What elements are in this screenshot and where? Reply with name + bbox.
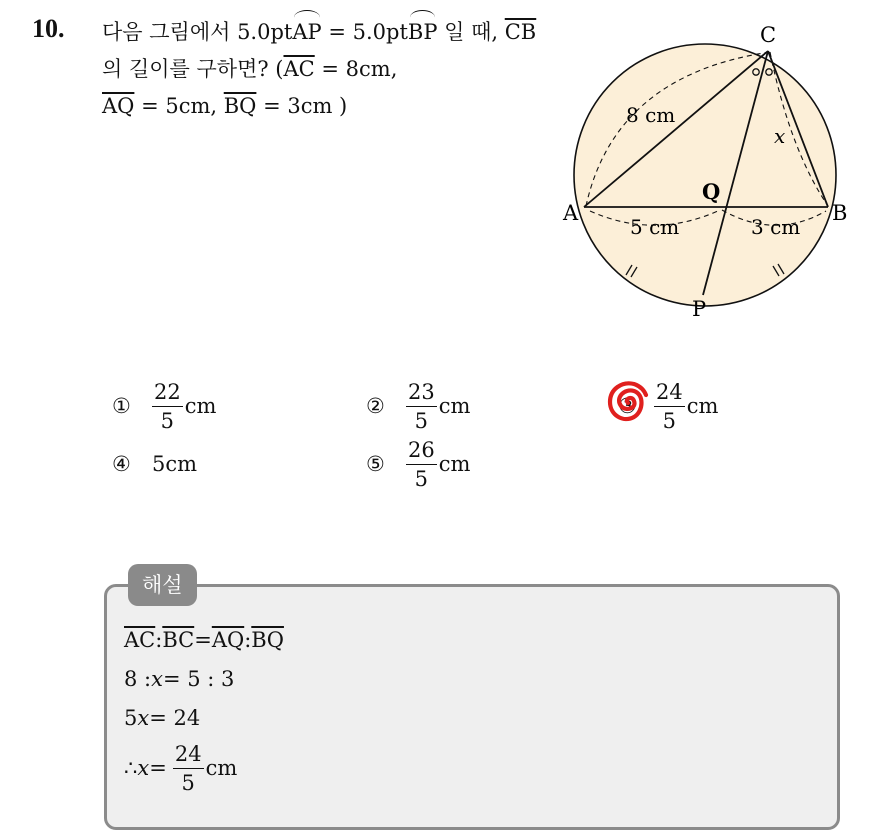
sol-line4-x: x [137, 756, 150, 780]
choice-5-unit: cm [438, 452, 471, 476]
label-aq-length: 5 cm [630, 215, 680, 239]
solution-line-3 [124, 702, 200, 734]
sol-line4-eq: = [149, 756, 167, 780]
sol-line2-b: = 5 : 3 [162, 667, 235, 691]
choice-3[interactable] [618, 374, 718, 438]
sol-line2-x: x [151, 667, 163, 691]
segment-aq: $\overline{AQ}$ [102, 94, 135, 118]
choice-2-unit: cm [438, 394, 471, 418]
label-ac-length: 8 cm [626, 103, 676, 127]
choice-3-numerator: 24 [654, 380, 685, 407]
circle-o [574, 44, 836, 306]
sol-bc: $\overline{BC}$ [162, 628, 195, 652]
choice-4-value: 5cm [152, 452, 198, 476]
choice-3-number: ③ [618, 394, 637, 418]
choice-4[interactable] [112, 432, 197, 496]
choice-2-numerator: 23 [406, 380, 437, 407]
question-text-2: = 5.0pt [321, 20, 408, 44]
choice-5[interactable] [366, 432, 470, 496]
choice-2-fraction [406, 380, 437, 433]
choice-3-fraction [654, 380, 685, 433]
solution-line-4 [124, 738, 237, 798]
choice-1[interactable] [112, 374, 216, 438]
choice-1-numerator: 22 [152, 380, 183, 407]
sol-bq: $\overline{BQ}$ [251, 628, 284, 652]
choice-3-denominator: 5 [662, 408, 677, 433]
choice-5-numerator: 26 [406, 438, 437, 465]
arc-ap: AP [292, 14, 321, 51]
label-q: Q [702, 179, 721, 204]
sol-line4-numerator: 24 [173, 742, 204, 769]
label-b: B [832, 201, 848, 225]
sol-eq-1: = [194, 628, 212, 652]
solution-tag: 해설 [128, 564, 197, 606]
sol-line4-fraction [173, 742, 204, 795]
choice-4-number: ④ [112, 452, 131, 476]
segment-ac: $\overline{AC}$ [283, 57, 315, 81]
question-number: 10. [32, 14, 65, 43]
solution-line-2 [124, 663, 234, 695]
sol-line3-b: = 24 [149, 706, 201, 730]
circle-figure [555, 18, 855, 328]
bq-value: = 3cm ) [256, 94, 348, 118]
question-text-3: 일 때, [437, 20, 505, 44]
choice-1-unit: cm [184, 394, 217, 418]
sol-aq: $\overline{AQ}$ [211, 628, 245, 652]
question-text [102, 14, 542, 125]
choice-3-unit: cm [686, 394, 719, 418]
segment-cb: $\overline{CB}$ [504, 20, 537, 44]
choice-1-denominator: 5 [160, 408, 175, 433]
choice-2-number: ② [366, 394, 385, 418]
sol-line3-x: x [137, 706, 150, 730]
sol-colon-2: : [244, 628, 252, 652]
sol-colon-1: : [155, 628, 163, 652]
label-x: x [774, 124, 786, 148]
choice-1-fraction [152, 380, 183, 433]
aq-value: = 5cm, [134, 94, 224, 118]
label-c: C [760, 23, 777, 47]
sol-ac: $\overline{AC}$ [124, 628, 156, 652]
choice-2[interactable] [366, 374, 470, 438]
label-p: P [692, 297, 707, 321]
choice-5-number: ⑤ [366, 452, 385, 476]
sol-line2-a: 8 : [124, 667, 152, 691]
ac-value: = 8cm, [314, 57, 398, 81]
choice-1-number: ① [112, 394, 131, 418]
label-a: A [563, 201, 579, 225]
segment-bq: $\overline{BQ}$ [223, 94, 257, 118]
sol-line3-a: 5 [124, 706, 138, 730]
sol-therefore: ∴ [124, 756, 138, 780]
label-qb-length: 3 cm [751, 215, 801, 239]
sol-line4-denominator: 5 [181, 770, 195, 795]
sol-line4-unit: cm [205, 756, 238, 780]
question-text-1: 다음 그림에서 5.0pt [102, 20, 293, 44]
question-text-4: 의 길이를 구하면? ( [102, 57, 284, 81]
solution-line-1 [124, 624, 284, 656]
choice-5-denominator: 5 [414, 466, 429, 491]
arc-bp: BP [408, 14, 438, 51]
choice-5-fraction [406, 438, 437, 491]
choice-2-denominator: 5 [414, 408, 429, 433]
